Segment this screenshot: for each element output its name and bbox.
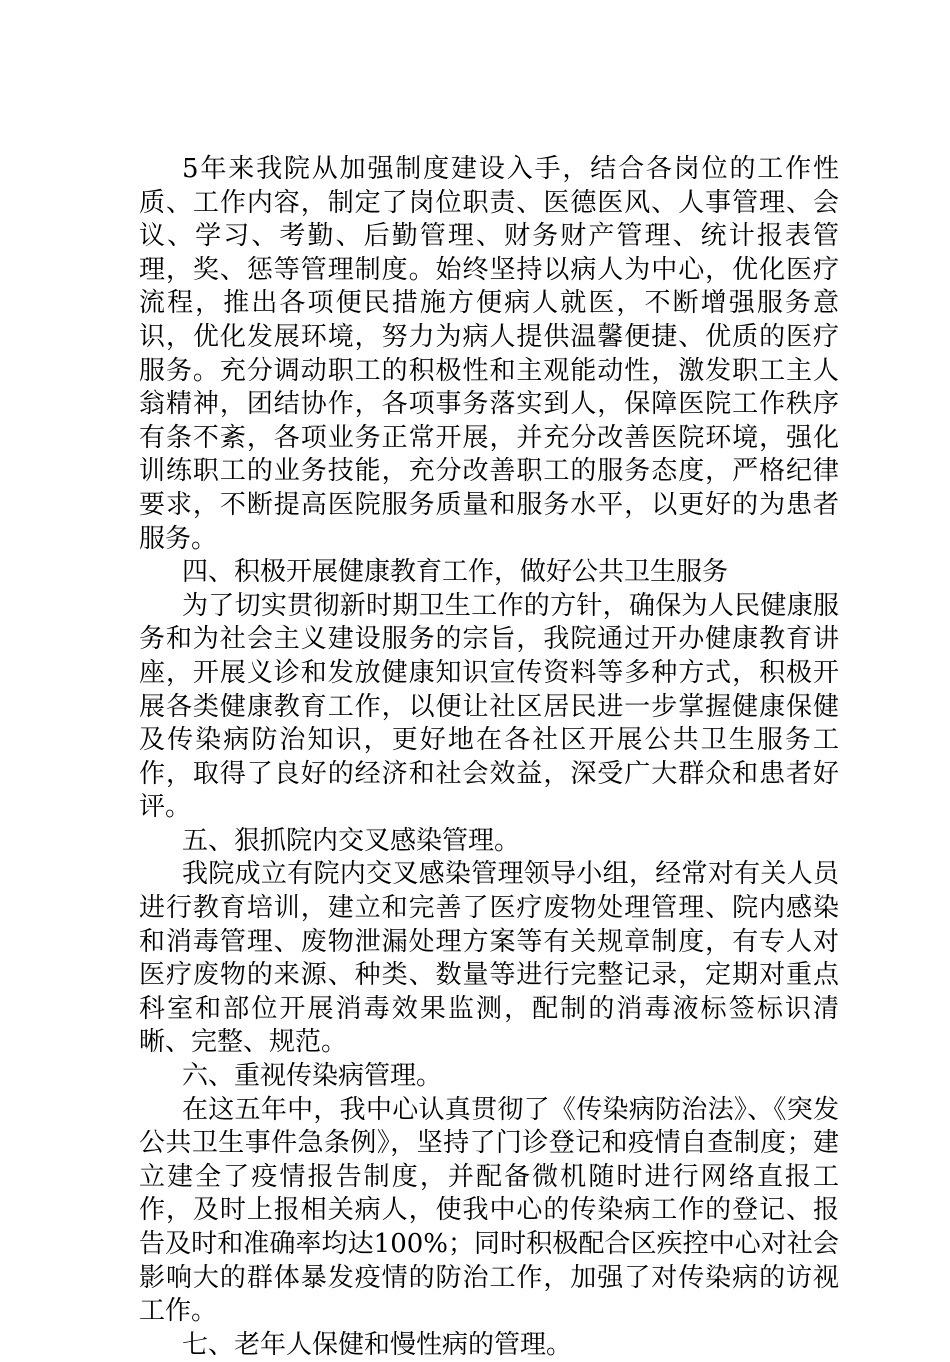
section-heading-infection-control: 五、狠抓院内交叉感染管理。 — [182, 825, 521, 856]
paragraph-health-education: 为了切实贯彻新时期卫生工作的方针，确保为人民健康服务和为社会主义建设服务的宗旨，我院通过开办健康教育讲座，开展义诊和发放健康知识宣传资料等多种方式，积极开展各类健康教育工作，以便让社区居民进一步掌握健康保健及传染病防治知识，更好地在各社区开展公共卫生服务工作，取得了良好的经济和社会效益，深受广大群众和患者好评。 — [139, 590, 839, 823]
paragraph-management-system: 5年来我院从加强制度建设入手，结合各岗位的工作性质、工作内容，制定了岗位职责、医德医风、人事管理、会议、学习、考勤、后勤管理、财务财产管理、统计报表管理，奖、惩等管理制度。始终坚持以病人为中心，优化医疗流程，推出各项便民措施方便病人就医，不断增强服务意识，优化发展环境，努力为病人提供温馨便捷、优质的医疗服务。充分调动职工的积极性和主观能动性，激发职工主人翁精神，团结协作，各项事务落实到人，保障医院工作秩序有条不紊，各项业务正常开展，并充分改善医院环境，强化训练职工的业务技能，充分改善职工的服务态度，严格纪律要求，不断提高医院服务质量和服务水平，以更好的为患者服务。 — [139, 154, 839, 554]
document-body — [139, 153, 839, 1362]
paragraph-infection-control: 我院成立有院内交叉感染管理领导小组，经常对有关人员进行教育培训，建立和完善了医疗废物处理管理、院内感染和消毒管理、废物泄漏处理方案等有关规章制度，有专人对医疗废物的来源、种类、数量等进行完整记录，定期对重点科室和部位开展消毒效果监测，配制的消毒液标签标识清晰、完整、规范。 — [139, 859, 839, 1058]
section-heading-elderly-care: 七、老年人保健和慢性病的管理。 — [182, 1329, 573, 1360]
section-heading-infectious-disease: 六、重视传染病管理。 — [182, 1061, 443, 1092]
section-heading-health-education: 四、积极开展健康教育工作，做好公共卫生服务 — [182, 557, 729, 588]
paragraph-infectious-disease: 在这五年中，我中心认真贯彻了《传染病防治法》、《突发公共卫生事件急条例》，坚持了门诊登记和疫情自查制度；建立建全了疫情报告制度，并配备微机随时进行网络直报工作，及时上报相关病人，使我中心的传染病工作的登记、报告及时和准确率均达100%；同时积极配合区疾控中心对社会影响大的群体暴发疫情的防治工作，加强了对传染病的访视工作。 — [139, 1094, 839, 1327]
